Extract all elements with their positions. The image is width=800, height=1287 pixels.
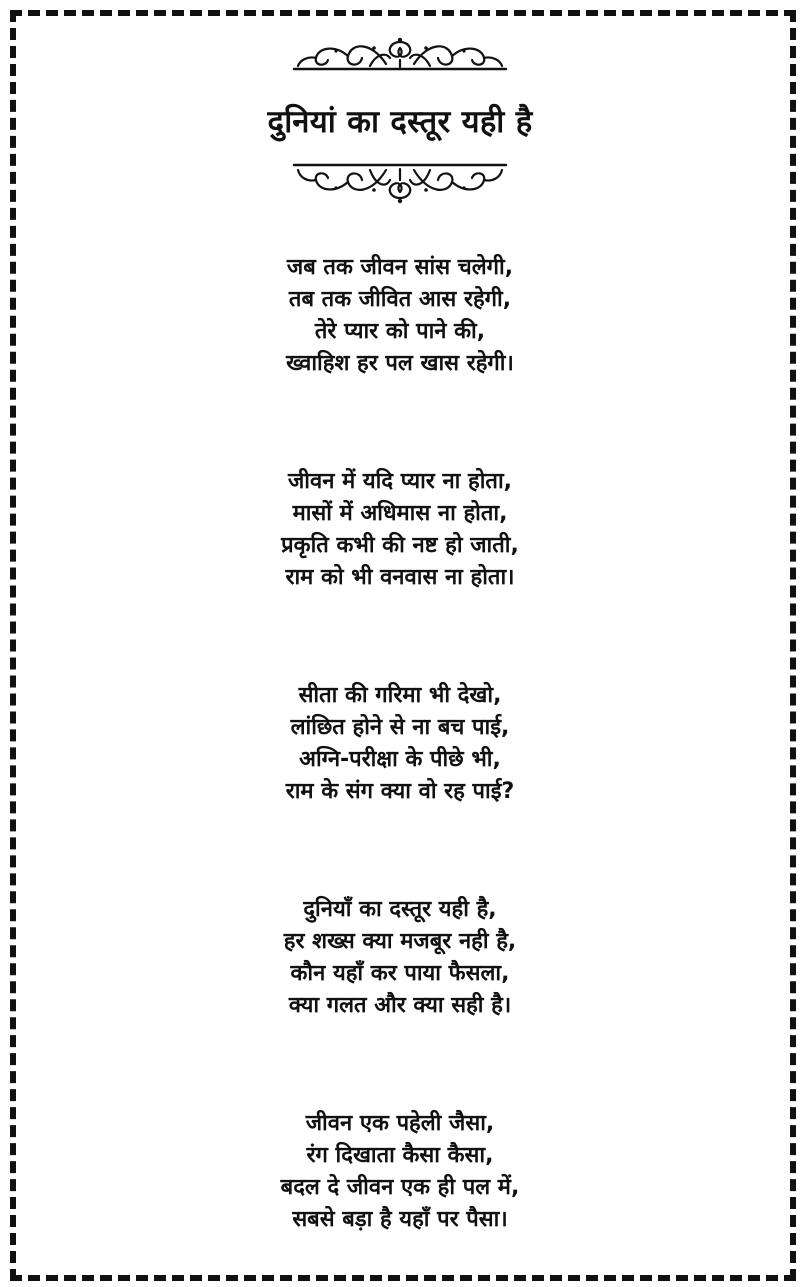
stanza-5 <box>0 1108 800 1236</box>
top-scroll-ornament-icon <box>290 36 510 74</box>
stanza-4 <box>0 894 800 1022</box>
poem-line: जीवन में यदि प्यार ना होता, <box>287 469 513 494</box>
poem-line: सबसे बड़ा है यहाँ पर पैसा। <box>292 1207 508 1232</box>
poem-line: क्या गलत और क्या सही है। <box>288 993 512 1018</box>
poem-line: प्रकृति कभी की नष्ट हो जाती, <box>281 533 519 558</box>
stanza-1 <box>0 252 800 380</box>
poem-title: दुनियां का दस्तूर यही है <box>267 104 533 140</box>
poem-line: अग्नि-परीक्षा के पीछे भी, <box>299 747 501 772</box>
poem-line: तेरे प्यार को पाने की, <box>314 319 486 344</box>
bottom-scroll-ornament-icon <box>290 160 510 204</box>
poem-line: राम के संग क्या वो रह पाई? <box>285 779 515 804</box>
poem-line: ख्वाहिश हर पल खास रहेगी। <box>286 351 514 376</box>
poem-line: कौन यहाँ कर पाया फैसला, <box>290 961 510 986</box>
poem-line: लांछित होने से ना बच पाई, <box>290 715 510 740</box>
poem-line: हर शख्स क्या मजबूर नही है, <box>283 929 517 954</box>
stanza-3 <box>0 680 800 808</box>
stanza-2 <box>0 466 800 594</box>
poem-body <box>0 252 800 1236</box>
poem-line: दुनियाँ का दस्तूर यही है, <box>303 897 497 922</box>
poem-line: तब तक जीवित आस रहेगी, <box>288 287 512 312</box>
poem-line: रंग दिखाता कैसा कैसा, <box>306 1143 494 1168</box>
poem-line: सीता की गरिमा भी देखो, <box>298 683 502 708</box>
poem-line: मासों में अधिमास ना होता, <box>292 501 508 526</box>
poem-line: बदल दे जीवन एक ही पल में, <box>280 1175 520 1200</box>
poem-line: राम को भी वनवास ना होता। <box>285 565 515 590</box>
poem-line: जब तक जीवन सांस चलेगी, <box>286 255 514 280</box>
poem-line: जीवन एक पहेली जैसा, <box>305 1111 495 1136</box>
